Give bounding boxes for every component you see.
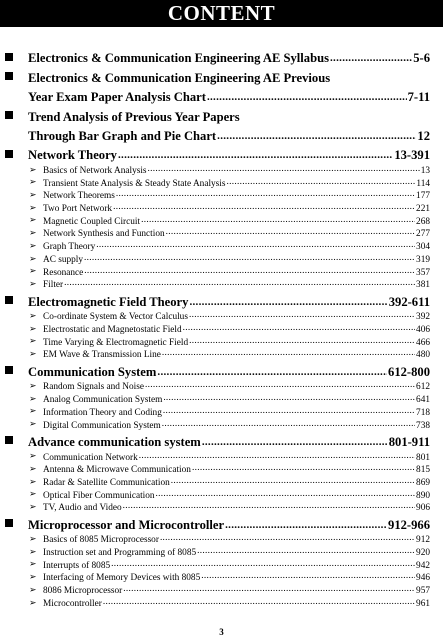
toc-subtopic — [0, 310, 443, 323]
toc-subtopic — [0, 278, 443, 291]
toc-entry-title: EM Wave & Transmission Line — [43, 350, 161, 361]
toc-page-number: 906 — [416, 503, 430, 514]
toc-section — [0, 431, 443, 450]
arrowhead-bullet-icon: ➢ — [29, 597, 37, 607]
dot-leader — [192, 463, 415, 473]
content-header — [0, 0, 443, 27]
toc-subtopic — [0, 405, 443, 418]
dot-leader — [163, 393, 415, 403]
dot-leader — [123, 501, 415, 511]
dot-leader — [139, 451, 415, 461]
arrowhead-bullet-icon: ➢ — [29, 227, 37, 238]
toc-entry-title: Analog Communication System — [43, 395, 163, 406]
dot-leader — [123, 584, 415, 594]
dot-leader — [141, 215, 415, 225]
toc-entry-title: Graph Theory — [43, 242, 96, 253]
toc-section — [0, 290, 443, 309]
dot-leader — [217, 130, 416, 142]
toc-section — [0, 513, 443, 532]
toc-entry-title: Two Port Network — [43, 204, 113, 215]
toc-entry-title: Information Theory and Coding — [43, 407, 162, 418]
toc-entry-title: Instruction set and Programming of 8085 — [43, 548, 197, 559]
toc-section — [0, 66, 443, 85]
toc-page-number: 304 — [416, 242, 430, 253]
arrowhead-bullet-icon: ➢ — [29, 323, 37, 334]
toc-entry-title: Year Exam Paper Analysis Chart — [28, 90, 206, 105]
arrowhead-bullet-icon: ➢ — [29, 335, 37, 346]
square-bullet-icon — [5, 366, 13, 374]
toc-page-number: 946 — [416, 573, 430, 584]
toc-entry-title: Communication System — [28, 364, 157, 379]
arrowhead-bullet-icon: ➢ — [29, 571, 37, 582]
arrowhead-bullet-icon: ➢ — [29, 164, 37, 175]
table-of-contents — [0, 47, 443, 609]
toc-subtopic — [0, 214, 443, 227]
dot-leader — [157, 366, 387, 378]
dot-leader — [201, 571, 415, 581]
dot-leader — [189, 310, 415, 320]
toc-page-number: 466 — [416, 337, 430, 348]
toc-page-number: 801 — [416, 452, 430, 463]
toc-subtopic — [0, 501, 443, 514]
toc-page-number: 357 — [416, 267, 430, 278]
toc-page-number: 268 — [416, 216, 430, 227]
dot-leader — [116, 189, 415, 199]
toc-page-number: 890 — [416, 490, 430, 501]
dot-leader — [225, 519, 387, 531]
arrowhead-bullet-icon: ➢ — [29, 584, 37, 595]
toc-entry-title: Random Signals and Noise — [43, 382, 144, 393]
square-bullet-icon — [5, 436, 13, 444]
toc-entry-title: Electronics & Communication Engineering AE Syllabus — [28, 51, 329, 66]
toc-section — [0, 125, 443, 144]
dot-leader — [189, 296, 387, 308]
arrowhead-bullet-icon: ➢ — [29, 310, 37, 321]
toc-page-number: 718 — [416, 407, 430, 418]
toc-section — [0, 47, 443, 66]
dot-leader — [163, 406, 415, 416]
toc-page-number: 392 — [416, 312, 430, 323]
toc-entry-title: Electronics & Communication Engineering AE Previous — [28, 70, 331, 85]
arrowhead-bullet-icon: ➢ — [29, 476, 37, 487]
toc-subtopic — [0, 239, 443, 252]
toc-entry-title: Electromagnetic Field Theory — [28, 294, 189, 309]
dot-leader — [103, 597, 415, 607]
toc-page-number: 12 — [417, 128, 430, 143]
toc-subtopic — [0, 558, 443, 571]
toc-subtopic — [0, 176, 443, 189]
dot-leader — [227, 177, 416, 187]
toc-subtopic — [0, 265, 443, 278]
dot-leader — [183, 323, 415, 333]
toc-subtopic — [0, 252, 443, 265]
square-bullet-icon — [5, 150, 13, 158]
toc-entry-title: Microcontroller — [43, 598, 102, 609]
dot-leader — [156, 489, 416, 499]
toc-subtopic — [0, 488, 443, 501]
dot-leader — [111, 559, 415, 569]
toc-entry-title: Advance communication system — [28, 434, 201, 449]
toc-page-number: 612 — [416, 382, 430, 393]
toc-entry-title: Magnetic Coupled Circuit — [43, 216, 141, 227]
arrowhead-bullet-icon: ➢ — [29, 405, 37, 416]
dot-leader — [207, 91, 407, 103]
toc-page-number: 912 — [416, 535, 430, 546]
toc-page-number: 221 — [416, 204, 430, 215]
dot-leader — [189, 336, 415, 346]
square-bullet-icon — [5, 111, 13, 119]
toc-entry-title: Basics of 8085 Microprocessor — [43, 535, 159, 546]
toc-page-number: 13 — [420, 166, 430, 177]
toc-entry-title: Network Synthesis and Function — [43, 229, 165, 240]
toc-page-number: 961 — [416, 598, 430, 609]
toc-entry-title: Network Theory — [28, 148, 117, 163]
toc-entry-title: Interfacing of Memory Devices with 8085 — [43, 573, 201, 584]
toc-page-number: 957 — [416, 586, 430, 597]
dot-leader — [113, 202, 415, 212]
toc-page-number: 406 — [416, 324, 430, 335]
toc-page-number: 815 — [416, 465, 430, 476]
toc-subtopic — [0, 475, 443, 488]
dot-leader — [330, 52, 412, 64]
toc-entry-title: Co-ordinate System & Vector Calculus — [43, 312, 188, 323]
toc-subtopic — [0, 322, 443, 335]
dot-leader — [145, 380, 415, 390]
arrowhead-bullet-icon: ➢ — [29, 189, 37, 200]
toc-page-number: 381 — [416, 280, 430, 291]
toc-subtopic — [0, 545, 443, 558]
toc-page-number: 912-966 — [388, 517, 430, 532]
toc-page-number: 641 — [416, 395, 430, 406]
toc-entry-title: Through Bar Graph and Pie Chart — [28, 128, 217, 143]
dot-leader — [171, 476, 415, 486]
toc-subtopic — [0, 335, 443, 348]
toc-section — [0, 105, 443, 124]
toc-page-number: 277 — [416, 229, 430, 240]
toc-page-number: 319 — [416, 254, 430, 265]
arrowhead-bullet-icon: ➢ — [29, 393, 37, 404]
dot-leader — [162, 348, 415, 358]
toc-subtopic — [0, 583, 443, 596]
toc-entry-title: Transient State Analysis & Steady State Analysis — [43, 178, 226, 189]
toc-entry-title: Trend Analysis of Previous Year Papers — [28, 109, 240, 124]
toc-page-number: 5-6 — [413, 51, 430, 66]
toc-page-number: 738 — [416, 420, 430, 431]
toc-page-number: 801-911 — [388, 434, 430, 449]
toc-section — [0, 360, 443, 379]
dot-leader — [160, 533, 415, 543]
toc-entry-title: Network Theorems — [43, 191, 115, 202]
toc-page-number: 392-611 — [388, 294, 430, 309]
dot-leader — [96, 240, 415, 250]
toc-section — [0, 144, 443, 163]
square-bullet-icon — [5, 519, 13, 527]
toc-entry-title: Digital Communication System — [43, 420, 161, 431]
square-bullet-icon — [5, 296, 13, 304]
dot-leader — [84, 266, 415, 276]
toc-section — [0, 86, 443, 105]
toc-page-number: 920 — [416, 548, 430, 559]
toc-entry-title: Optical Fiber Communication — [43, 490, 155, 501]
toc-entry-title: Time Varying & Electromagnetic Field — [43, 337, 189, 348]
arrowhead-bullet-icon: ➢ — [29, 450, 37, 461]
arrowhead-bullet-icon: ➢ — [29, 488, 37, 499]
toc-page-number: 7-11 — [407, 90, 430, 105]
arrowhead-bullet-icon: ➢ — [29, 202, 37, 213]
arrowhead-bullet-icon: ➢ — [29, 176, 37, 187]
dot-leader — [197, 546, 415, 556]
arrowhead-bullet-icon: ➢ — [29, 533, 37, 544]
arrowhead-bullet-icon: ➢ — [29, 278, 37, 289]
toc-subtopic — [0, 189, 443, 202]
arrowhead-bullet-icon: ➢ — [29, 348, 37, 359]
toc-page-number: 612-800 — [388, 364, 430, 379]
toc-page-number: 114 — [416, 178, 430, 189]
dot-leader — [202, 436, 388, 448]
toc-entry-title: Resonance — [43, 267, 84, 278]
toc-entry-title: Interrupts of 8085 — [43, 560, 111, 571]
toc-page-number: 13-391 — [394, 148, 430, 163]
arrowhead-bullet-icon: ➢ — [29, 558, 37, 569]
content-title: CONTENT — [167, 1, 276, 25]
page-number: 3 — [219, 627, 224, 637]
dot-leader — [118, 149, 393, 161]
toc-subtopic — [0, 596, 443, 609]
arrowhead-bullet-icon: ➢ — [29, 418, 37, 429]
arrowhead-bullet-icon: ➢ — [29, 214, 37, 225]
arrowhead-bullet-icon: ➢ — [29, 240, 37, 251]
toc-page-number: 942 — [416, 560, 430, 571]
arrowhead-bullet-icon: ➢ — [29, 501, 37, 512]
toc-subtopic — [0, 227, 443, 240]
toc-subtopic — [0, 533, 443, 546]
toc-subtopic — [0, 463, 443, 476]
toc-subtopic — [0, 380, 443, 393]
arrowhead-bullet-icon: ➢ — [29, 380, 37, 391]
arrowhead-bullet-icon: ➢ — [29, 253, 37, 263]
toc-entry-title: AC supply — [43, 254, 84, 265]
square-bullet-icon — [5, 72, 13, 80]
toc-entry-title: Electrostatic and Magnetostatic Field — [43, 324, 182, 335]
toc-subtopic — [0, 392, 443, 405]
dot-leader — [162, 419, 415, 429]
toc-subtopic — [0, 571, 443, 584]
toc-subtopic — [0, 201, 443, 214]
toc-entry-title: Microprocessor and Microcontroller — [28, 517, 225, 532]
toc-entry-title: Antenna & Microwave Communication — [43, 465, 191, 476]
dot-leader — [64, 278, 415, 288]
arrowhead-bullet-icon: ➢ — [29, 463, 37, 474]
arrowhead-bullet-icon: ➢ — [29, 546, 37, 557]
toc-entry-title: Filter — [43, 280, 64, 291]
dot-leader — [166, 227, 415, 237]
toc-page-number: 869 — [416, 477, 430, 488]
toc-subtopic — [0, 450, 443, 463]
toc-subtopic — [0, 163, 443, 176]
toc-entry-title: Communication Network — [43, 452, 138, 463]
toc-entry-title: 8086 Microprocessor — [43, 586, 123, 597]
dot-leader — [148, 164, 420, 174]
dot-leader — [84, 253, 415, 263]
toc-entry-title: Radar & Satellite Communication — [43, 477, 170, 488]
toc-page-number: 177 — [416, 191, 430, 202]
toc-subtopic — [0, 418, 443, 431]
arrowhead-bullet-icon: ➢ — [29, 265, 37, 276]
toc-entry-title: TV, Audio and Video — [43, 503, 122, 514]
square-bullet-icon — [5, 53, 13, 61]
toc-subtopic — [0, 348, 443, 361]
toc-page-number: 480 — [416, 350, 430, 361]
toc-entry-title: Basics of Network Analysis — [43, 166, 147, 177]
